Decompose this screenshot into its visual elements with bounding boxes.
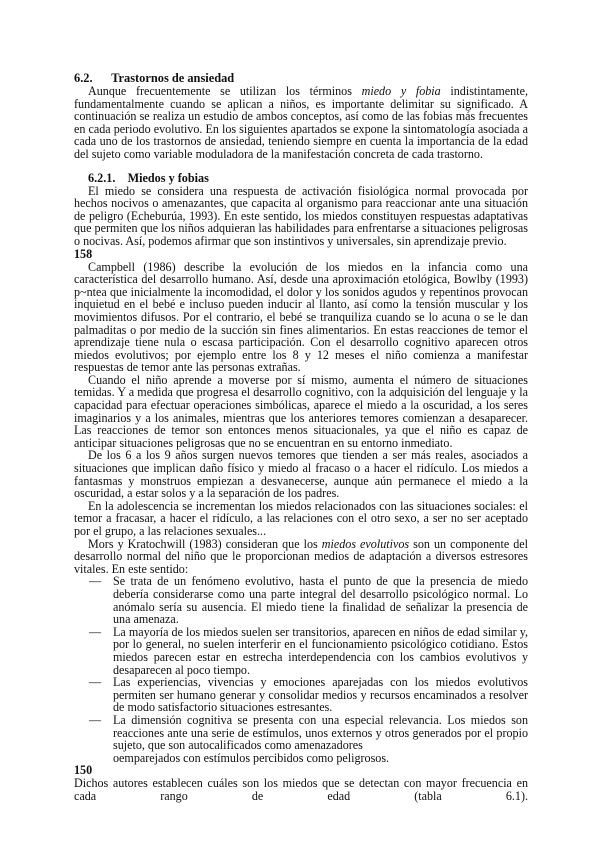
paragraph-campbell: Campbell (1986) describe la evolución de los miedos en la infancia como una característica del desarrollo humano. Así, desde una aproximación etológica, Bowlby (1993) p~ntea que inicialmente la incomodidad, el dolor y los sonidos agudos y repentinos provocan inquietud en el bebé e incluso pueden inducir al llanto, así como la tensión muscular y los movimientos difusos. Por el contrario, el bebé se tranquiliza cuando se lo acuna o se le dan palmaditas o por medio de la succión sin fines alimentarios. En estas reacciones de temor el aprendizaje tiene nula o escasa participación. Con el desarrollo cognitivo aparecen otros miedos evolutivos; por ejemplo entre los 8 y 12 meses el niño comienza a manifestar respuestas de temor ante las personas extrañas.	[74, 259, 528, 375]
list-item: — La mayoría de los miedos suelen ser transitorios, aparecen en niños de edad similar y, por lo general, no suelen interferir en el funcionamiento psicológico cotidiano. Estos miedos parecen estar en estrecha interdependencia con los cambios evolutivos y desaparecen al poco tiempo.	[89, 624, 528, 677]
page-number-158: 158	[74, 246, 93, 261]
paragraph-definition: El miedo se considera una respuesta de activación fisiológica normal provocada por hechos nocivos o amenazantes, que capacita al organismo para reaccionar ante una situación de peligro (Echeburúa, 1993). En este sentido, los miedos constituyen respuestas adaptativas que permiten que los niños adquieran las habilidades para enfrentarse a situaciones peligrosas o nocivas. Así, podemos afirmar que son instintivos y universales, sin aprendizaje previo.	[74, 183, 528, 248]
section-intro-paragraph: Aunque frecuentemente se utilizan los términos miedo y fobia indistintamente, fundamentalmente cuando se aplican a niños, es importante delimitar su significado. A continuación se realiza un estudio de ambos conceptos, así como de las fobias más frecuentes en cada periodo evolutivo. En los siguientes apartados se expone la sintomatología asociada a cada uno de los trastornos de ansiedad, teniendo siempre en cuenta la importancia de la edad del sujeto como variable moduladora de la manifestación concreta de cada trastorno.	[74, 84, 528, 161]
bullet-continuation: oemparejados con estímulos percibidos como peligrosos.	[113, 750, 390, 765]
closing-paragraph: Dichos autores establecen cuáles son los miedos que se detectan con mayor frecuencia en cada rango de edad (tabla 6.1).	[74, 776, 528, 803]
dash-marker: —	[89, 675, 102, 690]
dash-marker: —	[89, 574, 102, 589]
dash-marker: —	[89, 624, 102, 639]
list-item: — Las experiencias, vivencias y emociones aparejadas con los miedos evolutivos permiten ser humano generar y consolidar medios y recursos encaminados a resolver de modo satisfactorio situaciones estresantes.	[89, 675, 528, 715]
paragraph-mors-kratochwill: Mors y Kratochwill (1983) consideran que los miedos evolutivos son un componente del desarrollo normal del niño que le proporcionan medios de adaptación a diversos estresores vitales. En este sentido:	[74, 536, 528, 576]
list-item: — Se trata de un fenómeno evolutivo, hasta el punto de que la presencia de miedo debería considerarse como una parte integral del desarrollo psicológico normal. Lo anómalo sería su ausencia. El miedo tiene la finalidad de señalizar la presencia de una amenaza.	[89, 574, 528, 627]
italic-term-evolutivos: miedos evolutivos	[321, 536, 410, 551]
section-number: 6.2.	[74, 71, 93, 85]
intro-italic-terms: miedo y fobia	[361, 84, 441, 98]
paragraph-adolescence: En la adolescencia se incrementan los miedos relacionados con las situaciones sociales: el temor a fracasar, a hacer el ridículo, a las relaciones con el otro sexo, a ser no ser aceptado por el grupo, a las relaciones sexuales...	[74, 498, 528, 538]
list-item: — La dimensión cognitiva se presenta con una especial relevancia. Los miedos son reacciones ante una serie de estímulos, unos externos y otros generados por el propio sujeto, que son autocalificados como amenazadores oemparejados con estímulos percibidos como peligrosos.	[89, 712, 528, 765]
section-title: Trastornos de ansiedad	[111, 71, 235, 85]
subsection-number: 6.2.1.	[88, 170, 116, 185]
paragraph-6-9-years: De los 6 a los 9 años surgen nuevos temores que tienden a ser más reales, asociados a situaciones que implican daño físico y miedo al fracaso o a hacer el ridículo. Los miedos a fantasmas y monstruos empiezan a desvanecerse, aunque aún permanece el miedo a la oscuridad, a estar solos y a la separación de los padres.	[74, 448, 528, 501]
subsection-heading	[74, 172, 528, 185]
paragraph-movement: Cuando el niño aprende a moverse por sí mismo, aumenta el número de situaciones temidas. Y a medida que progresa el desarrollo cognitivo, con la adquisición del lenguaje y la capacidad para efectuar operaciones simbólicas, aparece el miedo a la oscuridad, a los seres imaginarios y a los animales, mientras que los anteriores temores comienzan a desaparecer. Las reacciones de temor son entonces menos situacionales, ya que el niño es capaz de anticipar situaciones peligrosas que no se encuentran en su entorno inmediato.	[74, 372, 528, 450]
dash-marker: —	[89, 712, 102, 727]
bullet-list	[74, 575, 528, 764]
document-page	[74, 70, 528, 802]
page-number-150: 150	[74, 763, 93, 778]
subsection-title: Miedos y fobias	[127, 170, 209, 185]
